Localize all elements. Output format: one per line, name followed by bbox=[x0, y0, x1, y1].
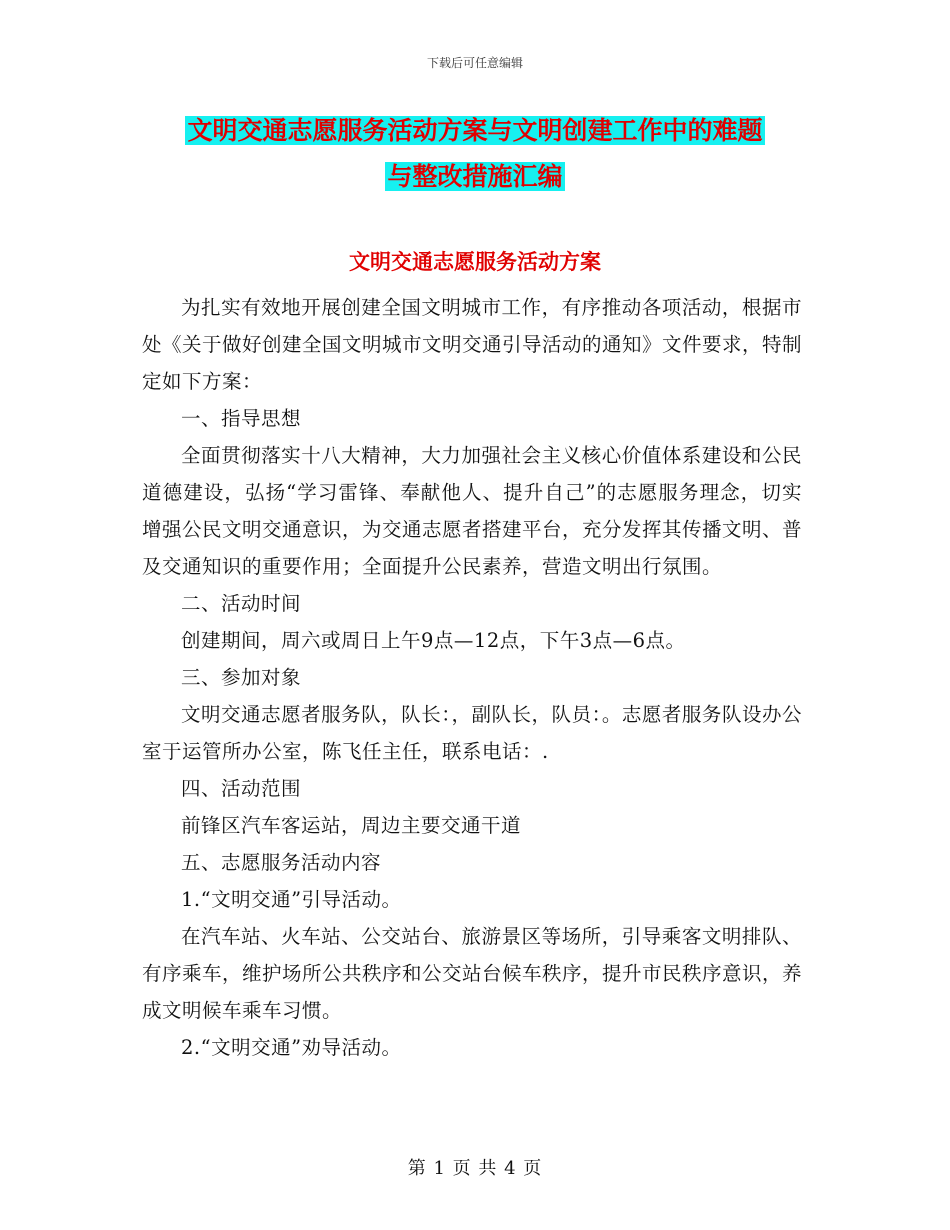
paragraph-activity-time: 创建期间，周六或周日上午9点—12点，下午3点—6点。 bbox=[181, 629, 686, 652]
title-line-1: 文明交通志愿服务活动方案与文明创建工作中的难题 bbox=[187, 116, 763, 145]
heading-participants: 三、参加对象 bbox=[181, 666, 302, 689]
title-line-2: 与整改措施汇编 bbox=[387, 162, 563, 191]
heading-guiding-thought: 一、指导思想 bbox=[181, 407, 302, 430]
subheading-guidance-activity: 1.“文明交通”引导活动。 bbox=[181, 888, 402, 911]
paragraph-activity-scope: 前锋区汽车客运站，周边主要交通干道 bbox=[181, 814, 522, 837]
page-number-footer: 第 1 页 共 4 页 bbox=[407, 1158, 543, 1179]
paragraph-intro: 为扎实有效地开展创建全国文明城市工作，有序推动各项活动，根据市处《关于做好创建全国文明城市文明交通引导活动的通知》文件要求，特制定如下方案： bbox=[142, 296, 803, 393]
section-title: 文明交通志愿服务活动方案 bbox=[349, 250, 601, 274]
paragraph-participants: 文明交通志愿者服务队，队长：，副队长，队员：。志愿者服务队设办公室于运管所办公室，陈飞任主任，联系电话：. bbox=[142, 703, 802, 763]
heading-activity-time: 二、活动时间 bbox=[181, 592, 302, 615]
heading-activity-scope: 四、活动范围 bbox=[181, 777, 302, 800]
paragraph-guiding-thought: 全面贯彻落实十八大精神，大力加强社会主义核心价值体系建设和公民道德建设，弘扬“学习雷锋、奉献他人、提升自己”的志愿服务理念，切实增强公民文明交通意识，为交通志愿者搭建平台，充分发挥其传播文明、普及交通知识的重要作用；全面提升公民素养，营造文明出行氛围。 bbox=[142, 444, 803, 578]
paragraph-guidance-activity: 在汽车站、火车站、公交站台、旅游景区等场所，引导乘客文明排队、有序乘车，维护场所公共秩序和公交站台候车秩序，提升市民秩序意识，养成文明候车乘车习惯。 bbox=[142, 925, 803, 1022]
heading-service-content: 五、志愿服务活动内容 bbox=[181, 851, 382, 874]
document-body bbox=[142, 289, 802, 1066]
document-title bbox=[140, 108, 810, 200]
page-header-note: 下载后可任意编辑 bbox=[426, 56, 523, 70]
subheading-persuasion-activity: 2.“文明交通”劝导活动。 bbox=[181, 1036, 402, 1059]
